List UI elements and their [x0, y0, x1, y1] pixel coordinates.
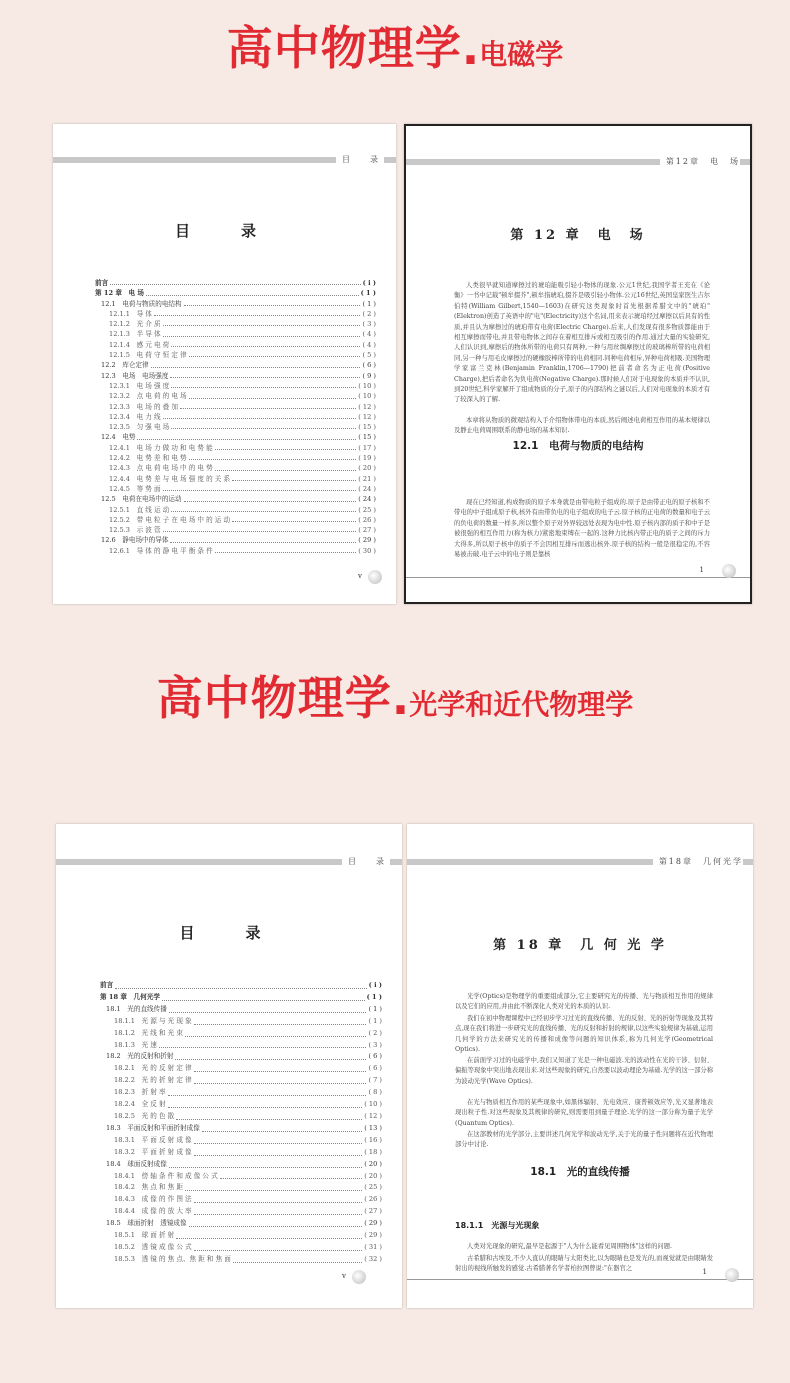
toc-title: 目 录: [179, 924, 279, 942]
toc-leader: [170, 535, 356, 542]
toc-entry-title: 18.3.2 平 面 折 射 成 像: [114, 1147, 192, 1156]
page-number: 1: [699, 566, 704, 574]
toc-entry-title: 12.4.3 点 电 荷 电 场 中 的 电 势: [109, 464, 213, 473]
toc-entry-title: 18.5.1 球 面 折 射: [114, 1231, 175, 1240]
toc-leader: [175, 1051, 366, 1060]
toc-entry-title: 12.3.2 点 电 荷 的 电 场: [109, 392, 187, 401]
toc-title: 目 录: [174, 222, 274, 240]
toc-entry: [100, 1147, 382, 1159]
intro-paragraph: 我们在初中物理课程中已经初步学习过光的直线传播、光的反射、光的折射等现象及其特点,现在我们将进一步研究光的直线传播、光的反射和折射的规律,以这些实验规律为基础,运用几何学的方法来研究光的传播和成像等问题的知识体系,称为几何光学(Geometrical Optics).: [455, 1015, 713, 1054]
toc-entry-page: ( 16 ): [364, 1135, 382, 1144]
toc-leader: [168, 1099, 363, 1108]
toc-entry-page: ( 12 ): [358, 412, 376, 421]
toc-entry-page: ( 27 ): [358, 526, 376, 535]
chapter-title: 第 12 章 电 场: [510, 228, 646, 243]
toc-entry-page: ( i ): [368, 981, 382, 989]
section-title: 12.1 电荷与物质的电结构: [512, 440, 644, 452]
toc-leader: [168, 1087, 367, 1096]
toc-entry-page: ( 10 ): [358, 392, 376, 401]
book2-toc-page: [56, 824, 402, 1308]
toc-entry: [100, 1194, 382, 1206]
toc-entry: [95, 329, 376, 339]
toc-leader: [162, 992, 365, 1001]
toc-entry-page: ( 17 ): [358, 443, 376, 452]
toc-entry: [95, 278, 376, 288]
toc-entry-page: ( 31 ): [364, 1242, 382, 1251]
toc-entry-title: 前言: [100, 981, 114, 989]
toc-entry: [95, 515, 376, 525]
toc-leader: [194, 1016, 367, 1025]
toc-entry-title: 12.6.1 导 体 的 静 电 平 衡 条 件: [109, 546, 213, 555]
book2-chapter-page: [407, 824, 753, 1308]
toc-leader: [215, 443, 357, 450]
toc-entry-title: 12.4.4 电 势 差 与 电 场 强 度 的 关 系: [109, 474, 231, 483]
toc-leader: [215, 546, 357, 553]
toc-entry-page: ( 20 ): [358, 464, 376, 473]
toc-list: [100, 980, 382, 1266]
toc-entry-page: ( 6 ): [368, 1052, 382, 1061]
banner-main: 高中物理学: [226, 21, 462, 75]
toc-entry: [95, 360, 376, 370]
toc-leader: [189, 453, 357, 460]
toc-entry: [100, 980, 382, 992]
toc-entry: [95, 381, 376, 391]
running-header: 第12章 电 场: [660, 156, 740, 167]
toc-leader: [189, 391, 357, 398]
toc-entry-title: 12.3.3 电 场 的 叠 加: [109, 402, 178, 411]
toc-entry-title: 12.6 静电场中的导体: [101, 536, 169, 545]
toc-leader: [159, 1040, 367, 1049]
toc-entry: [95, 546, 376, 556]
toc-entry-page: ( 18 ): [364, 1147, 382, 1156]
toc-entry-title: 18.1.2 光 线 和 光 束: [114, 1028, 183, 1037]
body-paragraph: 现在已经知道,构成物质的原子本身就是由带电粒子组成的.原子是由带正电的原子核和不带电的中子组成原子核,核外有由带负电的电子组成的电子云.原子核的正电荷的数量和电子云的负电荷的数量一样多,所以整个原子对外界较远处表现为电中性.原子核内部的质子和中子是被很强的相互作用力(称为核力)紧密地束缚在一起的.这种力比核内带正电的质子之间的斥力大得多,所以原子核中的质子不会因相互排斥而逃出核外.原子核的结构一般是很稳定的,不容易被击破.电子云中的电子则是靠核: [454, 499, 710, 559]
toc-leader: [180, 402, 356, 409]
toc-entry-page: ( 10 ): [364, 1100, 382, 1109]
toc-entry-page: ( 7 ): [368, 1076, 382, 1085]
toc-entry-title: 12.5.1 直 线 运 动: [109, 505, 170, 514]
banner-dot: .: [461, 21, 480, 75]
toc-entry-page: ( 26 ): [358, 515, 376, 524]
toc-entry-title: 18.5.3 透 镜 的 焦 点、焦 距 和 焦 面: [114, 1254, 231, 1263]
toc-entry: [100, 1218, 382, 1230]
toc-entry-title: 18.2.3 折 射 率: [114, 1088, 166, 1097]
toc-leader: [163, 412, 357, 419]
toc-entry: [95, 288, 376, 298]
toc-leader: [194, 1147, 363, 1156]
toc-leader: [215, 463, 357, 470]
toc-leader: [194, 1194, 363, 1203]
toc-leader: [184, 299, 361, 306]
toc-entry: [95, 371, 376, 381]
toc-entry-page: ( 3 ): [362, 320, 376, 329]
toc-entry: [95, 484, 376, 494]
toc-leader: [194, 1242, 363, 1251]
toc-entry-title: 12.4 电势: [101, 433, 136, 442]
toc-leader: [151, 360, 361, 367]
running-header: 目 录: [336, 154, 384, 165]
toc-entry-title: 18.4.2 焦 点 和 焦 距: [114, 1183, 183, 1192]
toc-entry-title: 12.5.2 带 电 粒 子 在 电 场 中 的 运 动: [109, 515, 231, 524]
toc-entry-page: ( 15 ): [358, 423, 376, 432]
toc-entry-page: ( 9 ): [362, 371, 376, 380]
toc-leader: [176, 1111, 362, 1120]
toc-leader: [154, 309, 361, 316]
toc-entry: [95, 443, 376, 453]
toc-leader: [170, 371, 360, 378]
toc-leader: [163, 525, 357, 532]
toc-entry-page: ( 5 ): [362, 351, 376, 360]
toc-entry: [95, 319, 376, 329]
toc-entry-title: 12.4.5 等 势 面: [109, 484, 161, 493]
toc-entry: [100, 1087, 382, 1099]
toc-entry: [100, 1206, 382, 1218]
toc-entry: [100, 1159, 382, 1171]
toc-entry-title: 第 12 章 电 场: [95, 289, 145, 298]
toc-entry-page: ( i ): [362, 279, 376, 287]
toc-entry-title: 18.3 平面反射和平面折射成像: [106, 1123, 200, 1132]
toc-entry-title: 12.1 电荷与物质的电结构: [101, 299, 182, 308]
toc-entry-title: 12.1.1 导 体: [109, 309, 152, 318]
toc-entry-title: 18.2.2 光 的 折 射 定 律: [114, 1076, 192, 1085]
toc-entry-page: ( 6 ): [368, 1064, 382, 1073]
toc-entry: [100, 1004, 382, 1016]
toc-entry: [100, 1028, 382, 1040]
toc-entry: [95, 474, 376, 484]
toc-entry-page: ( 25 ): [364, 1183, 382, 1192]
intro-paragraph: 在前面学习过的电磁学中,我们又知道了光是一种电磁波.光的波动性在光的干涉、衍射、偏振等现象中突出地表现出来.对这些现象的研究,自然要以波动理论为基础.光学的这一部分称为波动光学(Wave Optics).: [455, 1057, 713, 1085]
toc-entry-page: ( 19 ): [358, 454, 376, 463]
toc-entry-title: 18.4 球面反射成像: [106, 1159, 167, 1168]
toc-entry-page: ( 1 ): [368, 1004, 382, 1013]
toc-leader: [220, 1171, 363, 1180]
banner-title-optics: [0, 662, 790, 728]
toc-leader: [137, 432, 356, 439]
toc-entry: [95, 494, 376, 504]
toc-entry-title: 第 18 章 几何光学: [100, 992, 160, 1001]
toc-entry-title: 18.5.2 透 镜 成 像 公 式: [114, 1242, 192, 1251]
toc-leader: [184, 494, 357, 501]
toc-entry-title: 12.1.5 电 荷 守 恒 定 律: [109, 351, 187, 360]
intro-paragraph: 在光与物质相互作用的某些现象中,如黑体辐射、光电效应、康普顿效应等,光又显著地表现出粒子性.对这些现象及其规律的研究,则需要用到量子理论.光学的这一部分称为量子光学(Quantum Optics).: [455, 1099, 713, 1127]
toc-entry: [95, 391, 376, 401]
toc-entry-page: ( 1 ): [360, 289, 376, 298]
toc-entry: [95, 340, 376, 350]
toc-entry-title: 18.2.5 光 的 色 散: [114, 1111, 175, 1120]
toc-entry: [95, 432, 376, 442]
toc-entry-title: 12.5 电荷在电场中的运动: [101, 495, 182, 504]
toc-entry-title: 12.5.3 示 波 管: [109, 526, 161, 535]
toc-entry-page: ( 25 ): [358, 505, 376, 514]
toc-entry-page: ( 20 ): [364, 1159, 382, 1168]
toc-entry: [100, 1063, 382, 1075]
toc-leader: [169, 1004, 367, 1013]
toc-entry: [95, 412, 376, 422]
toc-entry: [100, 1242, 382, 1254]
toc-leader: [189, 350, 361, 357]
toc-entry-title: 12.1.4 感 元 电 荷: [109, 340, 170, 349]
toc-entry: [95, 463, 376, 473]
toc-leader: [163, 319, 361, 326]
toc-leader: [185, 1182, 362, 1191]
toc-leader: [169, 1159, 362, 1168]
toc-leader: [194, 1075, 367, 1084]
toc-leader: [232, 515, 356, 522]
toc-entry: [100, 1111, 382, 1123]
running-header: 目 录: [342, 856, 390, 867]
toc-leader: [171, 505, 356, 512]
toc-entry: [100, 1016, 382, 1028]
toc-leader: [171, 381, 356, 388]
toc-entry-title: 12.4.1 电 场 力 做 功 和 电 势 能: [109, 443, 213, 452]
toc-entry-page: ( 1 ): [362, 299, 376, 308]
book1-chapter-page: [404, 124, 752, 604]
banner-sub: 电磁学: [479, 38, 564, 71]
toc-entry-title: 12.3.5 匀 强 电 场: [109, 423, 170, 432]
toc-leader: [163, 329, 361, 336]
toc-entry: [100, 1123, 382, 1135]
toc-entry: [95, 422, 376, 432]
toc-entry-title: 18.5 球面折射 透镜成像: [106, 1219, 187, 1228]
toc-entry-page: ( 20 ): [364, 1171, 382, 1180]
toc-leader: [110, 278, 360, 285]
toc-leader: [163, 484, 357, 491]
toc-entry: [100, 1135, 382, 1147]
toc-entry-page: ( 29 ): [364, 1219, 382, 1228]
toc-entry-page: ( 27 ): [364, 1207, 382, 1216]
toc-entry: [95, 453, 376, 463]
toc-entry-page: ( 4 ): [362, 330, 376, 339]
toc-entry-title: 18.4.1 傍 轴 条 件 和 成 像 公 式: [114, 1171, 218, 1180]
toc-entry-page: ( 6 ): [362, 361, 376, 370]
toc-entry-title: 18.2.1 光 的 反 射 定 律: [114, 1064, 192, 1073]
toc-leader: [185, 1028, 367, 1037]
toc-entry: [100, 1099, 382, 1111]
toc-leader: [233, 1254, 362, 1263]
toc-leader: [176, 1230, 362, 1239]
toc-entry-title: 18.1.1 光 源 与 光 现 象: [114, 1016, 192, 1025]
toc-entry: [100, 1182, 382, 1194]
toc-entry-page: ( 2 ): [362, 309, 376, 318]
toc-entry-page: ( 4 ): [362, 340, 376, 349]
page-number: 1: [702, 1268, 707, 1276]
body-paragraph: 古希腊和古埃及,不少人直认的眼睛与太阳类比,以为眼睛也是发光的,而视觉就是由眼睛发射出的视线所触发的感觉.古希腊著名学者柏拉图曾说:"在器官之: [455, 1255, 713, 1273]
toc-entry: [100, 1171, 382, 1183]
toc-entry: [100, 1075, 382, 1087]
toc-entry: [100, 1254, 382, 1266]
toc-entry-title: 18.1.3 光 速: [114, 1040, 157, 1049]
toc-entry-page: ( 30 ): [358, 546, 376, 555]
section-title: 18.1 光的直线传播: [530, 1166, 630, 1178]
running-header: 第18章 几何光学: [653, 856, 743, 867]
toc-entry: [95, 309, 376, 319]
toc-entry: [100, 992, 382, 1004]
toc-leader: [202, 1123, 362, 1132]
intro-paragraph: 在这部教材的光学部分,主要讲述几何光学和波动光学,关于光的量子性问题将在近代物理部分中讨论.: [455, 1131, 713, 1149]
toc-entry-page: ( 29 ): [364, 1231, 382, 1240]
intro-paragraph: 人类很早就知道摩擦过的琥珀能吸引轻小物体的现象.公元1世纪,我国学者王充在《论衡》一书中记载"顿牟掇芥",顿牟指琥珀,掇芥是吸引轻小物体.公元16世纪,英国皇家医生吉尔伯特(William Gilbert,1540—1603)在研究这类现象时首先根据希腊文中的"琥珀"(Elektron)创造了英语中的"电"(Electricity)这个名词,用来表示琥珀经过摩擦以后具有的性质,并且认为摩擦过的琥珀带有电荷(Electric Charge).后来,人们发现有很多物质都能由于相互摩擦而带电,并且带电物体之间存在着相互排斥或相互吸引的作用.通过大量的实验研究,人们认识到,摩擦后的物体所带的电荷只有两种,一种与用丝绸摩擦过的玻璃棒所带的电荷相同,另一种与用毛皮摩擦过的硬橡胶棒所带的电荷相同.同种电荷相斥,异种电荷相吸.美国物理学家富兰克林(Benjamin Franklin,1706—1790)把前者命名为正电荷(Positive Charge),把后者命名为负电荷(Negative Charge).那时候人们对于电现象的本质并不认识,到20世纪,科学家解开了组成物质的分子,原子的内部结构之谜以后,人们对电现象的本质才有了较深入的了解.: [454, 282, 710, 404]
toc-entry-page: ( 3 ): [368, 1040, 382, 1049]
banner-sub: 光学和近代物理学: [409, 688, 634, 721]
toc-leader: [171, 340, 360, 347]
toc-leader: [189, 1218, 363, 1227]
toc-entry: [100, 1051, 382, 1063]
toc-entry-page: ( 1 ): [368, 1016, 382, 1025]
toc-entry-page: ( 13 ): [364, 1123, 382, 1132]
toc-leader: [194, 1135, 363, 1144]
book1-toc-page: [53, 124, 396, 604]
intro-paragraph: 本章将从物质的微观结构入手介绍物体带电的本质,然后阐述电荷相互作用的基本规律以及静止电荷周围联系的静电场的基本知识.: [454, 417, 710, 435]
toc-entry-title: 前言: [95, 279, 109, 287]
toc-entry-page: ( 2 ): [368, 1028, 382, 1037]
body-paragraph: 人类对光现象的研究,最早是起源于"人为什么能看见周围物体"这样的问题.: [467, 1243, 672, 1250]
toc-leader: [194, 1063, 367, 1072]
toc-entry-title: 12.4.2 电 势 差 和 电 势: [109, 454, 187, 463]
toc-entry-page: ( 12 ): [358, 402, 376, 411]
toc-entry-page: ( 29 ): [358, 536, 376, 545]
toc-entry-title: 18.2.4 全 反 射: [114, 1100, 166, 1109]
toc-entry-page: ( 15 ): [358, 433, 376, 442]
toc-entry-page: ( 24 ): [358, 484, 376, 493]
toc-entry-title: 12.3 电场 电场强度: [101, 371, 169, 380]
toc-entry-page: ( 12 ): [364, 1111, 382, 1120]
page-number: v: [342, 1272, 346, 1280]
toc-leader: [194, 1206, 363, 1215]
toc-entry-title: 12.3.1 电 场 强 度: [109, 381, 170, 390]
toc-entry-page: ( 1 ): [366, 992, 382, 1001]
toc-entry: [100, 1040, 382, 1052]
subsection-title: 18.1.1 光源与光现象: [455, 1221, 540, 1230]
toc-entry-page: ( 32 ): [364, 1254, 382, 1263]
toc-entry: [95, 350, 376, 360]
intro-paragraph: 光学(Optics)是物理学的重要组成部分,它主要研究光的传播、光与物质相互作用的规律以及它们的应用,并由此不断深化人类对光的本质的认识.: [455, 993, 713, 1011]
toc-leader: [171, 422, 356, 429]
banner-title-electromagnetism: [0, 12, 790, 78]
page-curl-icon: [352, 1270, 366, 1284]
footer-rule: [407, 1279, 753, 1280]
toc-entry: [95, 505, 376, 515]
toc-entry-page: ( 24 ): [358, 495, 376, 504]
toc-entry-title: 18.1 光的直线传播: [106, 1004, 167, 1013]
toc-entry-page: ( 8 ): [368, 1088, 382, 1097]
toc-entry: [100, 1230, 382, 1242]
toc-entry-title: 12.1.2 光 介 质: [109, 320, 161, 329]
chapter-title: 第 18 章 几 何 光 学: [493, 938, 667, 953]
toc-leader: [146, 288, 359, 295]
toc-entry-title: 12.2 库仑定律: [101, 361, 149, 370]
page-number: v: [358, 572, 362, 580]
toc-leader: [232, 474, 356, 481]
banner-dot: .: [391, 671, 410, 725]
toc-entry-title: 18.4.4 成 像 的 放 大 率: [114, 1207, 192, 1216]
toc-list: [95, 278, 376, 556]
toc-entry-page: ( 26 ): [364, 1195, 382, 1204]
page-curl-icon: [725, 1268, 739, 1282]
banner-main: 高中物理学: [156, 671, 392, 725]
toc-leader: [115, 980, 366, 989]
toc-entry-title: 18.3.1 平 面 反 射 成 像: [114, 1135, 192, 1144]
page-curl-icon: [368, 570, 382, 584]
toc-entry: [95, 402, 376, 412]
toc-entry-title: 18.2 光的反射和折射: [106, 1052, 174, 1061]
toc-entry-page: ( 21 ): [358, 474, 376, 483]
toc-entry-title: 12.3.4 电 力 线: [109, 412, 161, 421]
footer-rule: [406, 577, 750, 578]
toc-entry-page: ( 10 ): [358, 381, 376, 390]
toc-entry: [95, 535, 376, 545]
toc-entry-title: 18.4.3 成 像 的 作 图 法: [114, 1195, 192, 1204]
toc-entry-title: 12.1.3 半 导 体: [109, 330, 161, 339]
page-curl-icon: [722, 564, 736, 578]
toc-entry: [95, 299, 376, 309]
toc-entry: [95, 525, 376, 535]
